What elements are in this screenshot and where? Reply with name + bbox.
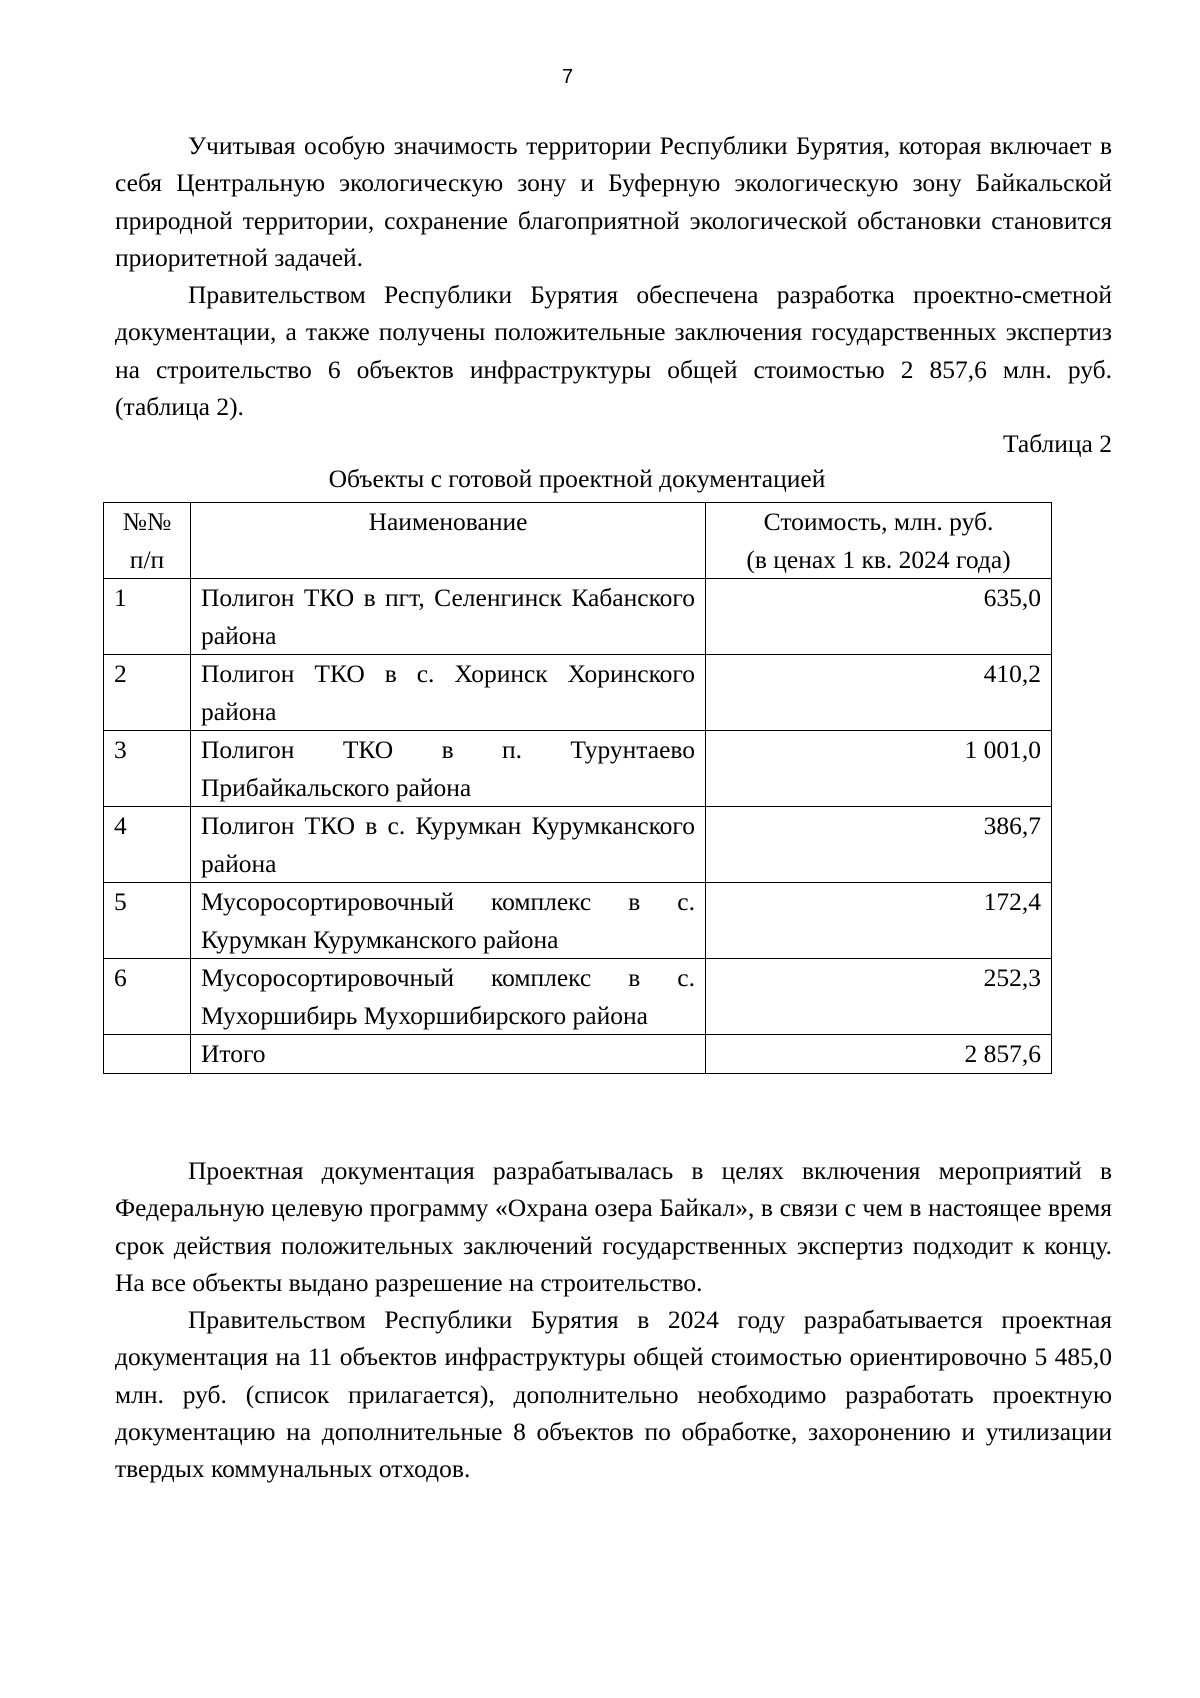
row-name: Мусоросортировочный комплекс в с. Курумкан Курумканского района	[191, 883, 706, 959]
row-cost: 635,0	[706, 579, 1052, 655]
row-num: 1	[104, 579, 191, 655]
table-row	[104, 655, 1052, 731]
header-num	[104, 503, 191, 579]
row-num: 6	[104, 959, 191, 1035]
row-name: Полигон ТКО в п. Турунтаево Прибайкальского района	[191, 731, 706, 807]
row-num: 3	[104, 731, 191, 807]
total-num	[104, 1035, 191, 1074]
table-row	[104, 579, 1052, 655]
page-number: 7	[561, 66, 574, 88]
table-row	[104, 731, 1052, 807]
row-num: 5	[104, 883, 191, 959]
header-num-line1: №№	[122, 507, 172, 536]
row-name: Мусоросортировочный комплекс в с. Мухоршибирь Мухоршибирского района	[191, 959, 706, 1035]
table-header-row	[104, 503, 1052, 579]
row-name: Полигон ТКО в с. Курумкан Курумканского района	[191, 807, 706, 883]
table-row	[104, 959, 1052, 1035]
row-cost: 410,2	[706, 655, 1052, 731]
row-cost: 252,3	[706, 959, 1052, 1035]
header-num-line2: п/п	[129, 544, 165, 574]
header-cost-line2: (в ценах 1 кв. 2024 года)	[746, 544, 1011, 574]
header-name: Наименование	[191, 503, 706, 579]
header-cost	[706, 503, 1052, 579]
row-cost: 386,7	[706, 807, 1052, 883]
total-label: Итого	[191, 1035, 706, 1074]
paragraph-4: Правительством Республики Бурятия в 2024 году разрабатывается проектная документация на 11 объектов инфраструктуры общей стоимостью ориентировочно 5 485,0 млн. руб. (список прилагается), дополнительно необходимо разработать проектную документацию на дополнительные 8 объектов по обработке, захоронению и утилизации твердых коммунальных отходов.	[115, 1305, 1112, 1484]
paragraph-1: Учитывая особую значимость территории Республики Бурятия, которая включает в себя Центральную экологическую зону и Буферную экологическую зону Байкальской природной территории, сохранение благоприятной экологической обстановки становится приоритетной задачей.	[115, 131, 1112, 272]
paragraph-3: Проектная документация разрабатывалась в целях включения мероприятий в Федеральную целевую программу «Охрана озера Байкал», в связи с чем в настоящее время срок действия положительных заключений государственных экспертиз подходит к концу. На все объекты выдано разрешение на строительство.	[115, 1156, 1112, 1297]
paragraph-2: Правительством Республики Бурятия обеспечена разработка проектно-сметной документации, а также получены положительные заключения государственных экспертиз на строительство 6 объектов инфраструктуры общей стоимостью 2 857,6 млн. руб. (таблица 2).	[115, 280, 1112, 421]
row-cost: 172,4	[706, 883, 1052, 959]
table-label: Таблица 2	[1002, 429, 1112, 458]
table-caption: Объекты с готовой проектной документацией	[328, 464, 826, 493]
total-cost: 2 857,6	[706, 1035, 1052, 1074]
row-cost: 1 001,0	[706, 731, 1052, 807]
table-row	[104, 883, 1052, 959]
row-name: Полигон ТКО в с. Хоринск Хоринского района	[191, 655, 706, 731]
table-row	[104, 807, 1052, 883]
row-num: 4	[104, 807, 191, 883]
table-total-row	[104, 1035, 1052, 1074]
row-name: Полигон ТКО в пгт, Селенгинск Кабанского района	[191, 579, 706, 655]
header-cost-line1: Стоимость, млн. руб.	[763, 507, 994, 536]
row-num: 2	[104, 655, 191, 731]
objects-table	[103, 502, 1052, 1074]
